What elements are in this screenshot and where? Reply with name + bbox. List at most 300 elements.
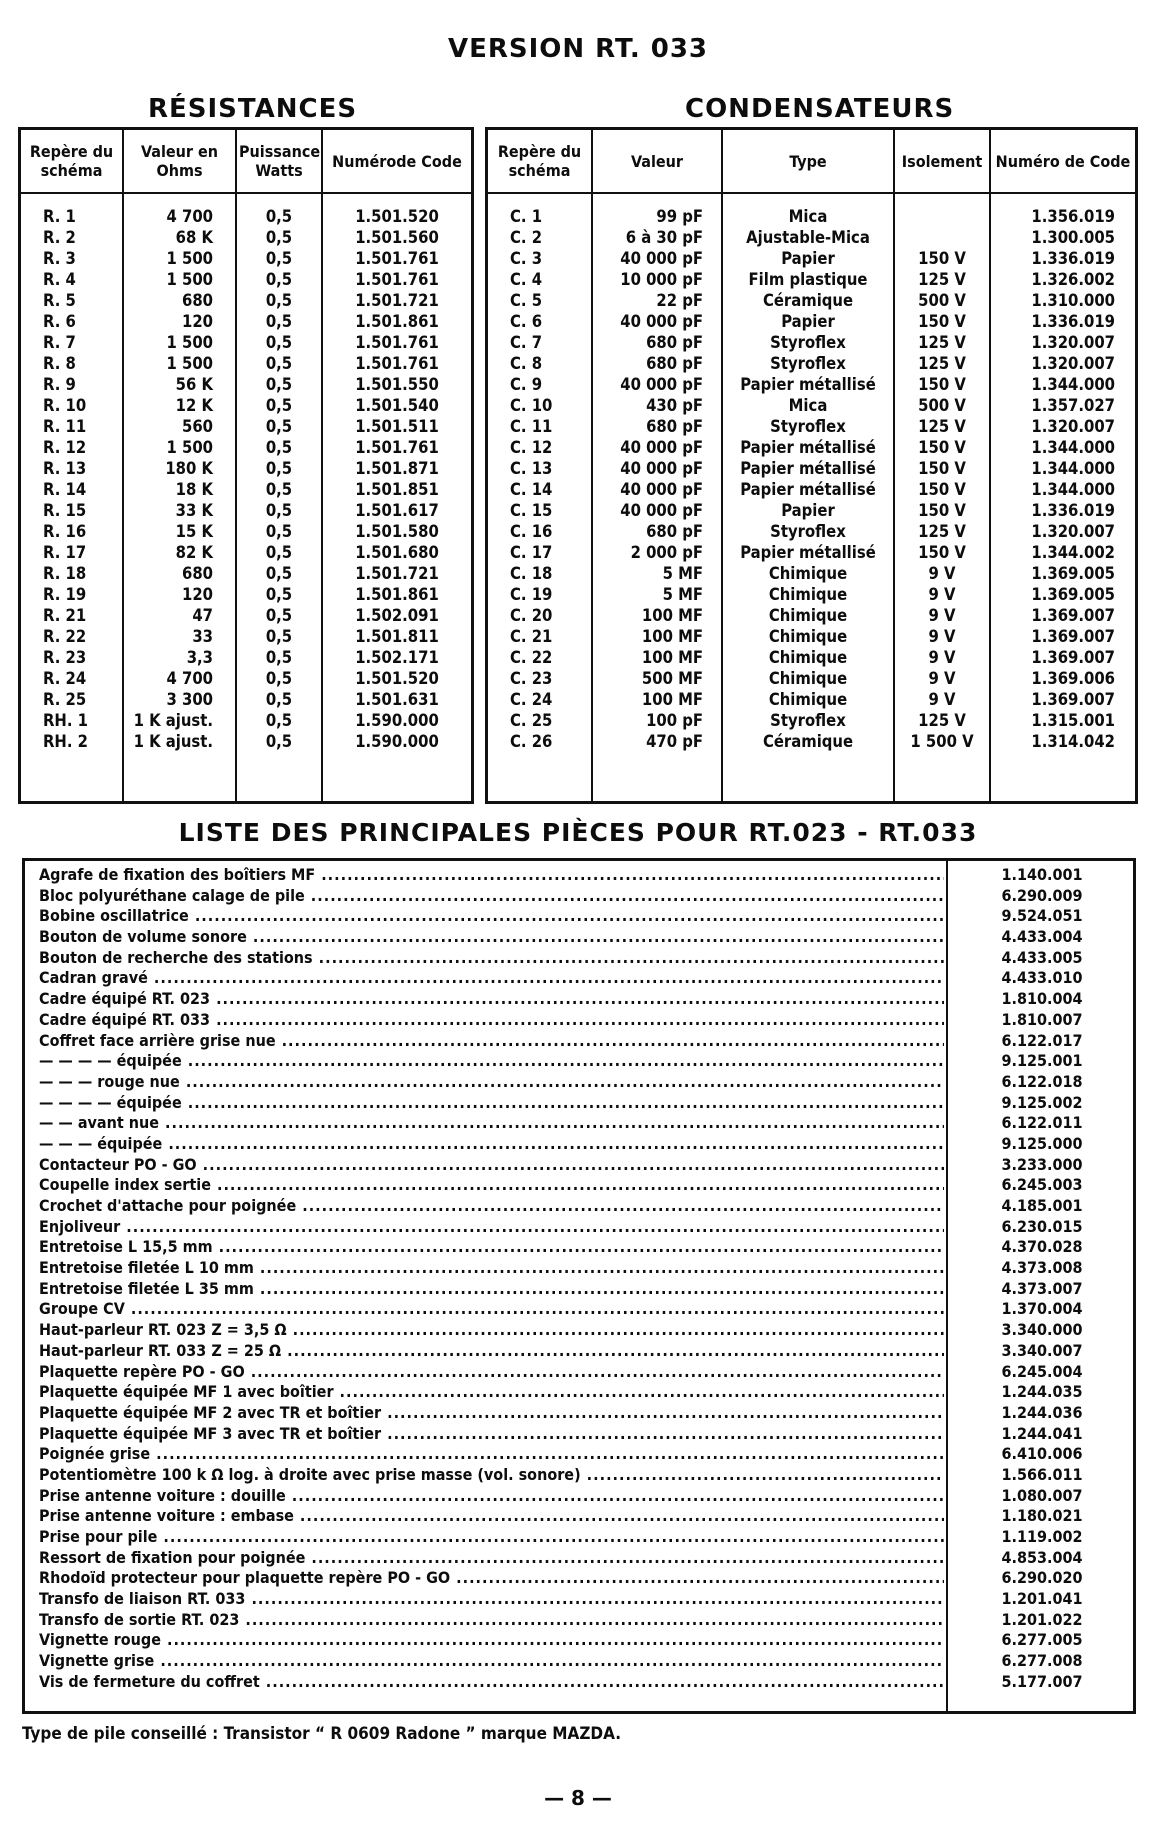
- table-row: [21, 290, 471, 311]
- table-cell: C. 16: [488, 521, 592, 542]
- list-item: [29, 1299, 1133, 1320]
- page-title: VERSION RT. 033: [447, 34, 709, 64]
- part-description: Prise antenne voiture : douille .....: [39, 1486, 944, 1507]
- part-description: Bobine oscillatrice .....: [39, 906, 944, 927]
- col-header-repere: Repère du schéma: [21, 130, 123, 193]
- part-description: Enjoliveur .....: [39, 1217, 944, 1238]
- table-cell: 0,5: [236, 437, 322, 458]
- part-code: 6.290.009: [1001, 885, 1083, 905]
- part-description: Ressort de fixation pour poignée .....: [39, 1548, 944, 1569]
- table-cell: 0,5: [236, 605, 322, 626]
- list-item: [29, 1072, 1133, 1093]
- part-code: 6.277.005: [1001, 1630, 1083, 1650]
- col-header-valeur: Valeur en Ohms: [123, 130, 236, 193]
- part-description: Plaquette équipée MF 1 avec boîtier .....: [39, 1382, 944, 1403]
- table-cell: C. 18: [488, 563, 592, 584]
- table-cell: Chimique: [722, 605, 894, 626]
- table-cell: 22 pF: [592, 290, 722, 311]
- table-row: [21, 668, 471, 689]
- table-cell: 0,5: [236, 290, 322, 311]
- part-description: Contacteur PO - GO .....: [39, 1155, 944, 1176]
- part-code: 4.853.004: [1001, 1547, 1083, 1567]
- part-code: 1.370.004: [1001, 1299, 1083, 1319]
- table-cell: 9 V: [894, 668, 990, 689]
- part-code: 3.340.000: [1001, 1320, 1083, 1340]
- list-item: [29, 1424, 1133, 1445]
- parts-list: [22, 858, 1136, 1714]
- table-cell: 40 000 pF: [592, 458, 722, 479]
- table-cell: Papier: [722, 248, 894, 269]
- table-cell: C. 20: [488, 605, 592, 626]
- table-cell: 1.501.520: [355, 207, 439, 226]
- table-cell: Film plastique: [722, 269, 894, 290]
- part-description: Crochet d'attache pour poignée .....: [39, 1196, 944, 1217]
- table-cell: 1.344.000: [1031, 438, 1115, 457]
- table-cell: 18 K: [123, 479, 236, 500]
- table-row: [488, 437, 1135, 458]
- part-description: Groupe CV .....: [39, 1299, 944, 1320]
- table-row: [488, 647, 1135, 668]
- table-cell: 0,5: [236, 584, 322, 605]
- table-cell: 1.501.861: [355, 585, 439, 604]
- table-cell: Styroflex: [722, 332, 894, 353]
- table-cell: Mica: [722, 395, 894, 416]
- table-cell: 100 MF: [592, 626, 722, 647]
- list-item: [29, 1217, 1133, 1238]
- table-cell: Papier métallisé: [722, 479, 894, 500]
- table-cell: Papier métallisé: [722, 374, 894, 395]
- table-cell: Styroflex: [722, 416, 894, 437]
- table-row: [488, 311, 1135, 332]
- list-item: [29, 1010, 1133, 1031]
- table-cell: 0,5: [236, 731, 322, 752]
- part-code: 9.524.051: [1001, 906, 1083, 926]
- capacitors-heading: CONDENSATEURS: [685, 94, 955, 124]
- table-cell: 0,5: [236, 668, 322, 689]
- table-cell: 0,5: [236, 353, 322, 374]
- table-cell: 1.501.861: [355, 312, 439, 331]
- table-cell: Papier métallisé: [722, 458, 894, 479]
- table-cell: C. 26: [488, 731, 592, 752]
- table-cell: 1.336.019: [1031, 249, 1115, 268]
- table-cell: 1.336.019: [1031, 501, 1115, 520]
- table-cell: 12 K: [123, 395, 236, 416]
- part-code: 6.245.004: [1001, 1361, 1083, 1381]
- table-cell: 125 V: [894, 710, 990, 731]
- table-cell: 9 V: [894, 584, 990, 605]
- list-item: [29, 1093, 1133, 1114]
- table-row: [21, 689, 471, 710]
- table-cell: 1 500: [123, 332, 236, 353]
- table-cell: 40 000 pF: [592, 248, 722, 269]
- table-cell: R. 25: [21, 689, 123, 710]
- table-cell: R. 8: [21, 353, 123, 374]
- part-description: Transfo de sortie RT. 023 .....: [39, 1610, 944, 1631]
- table-cell: [894, 227, 990, 248]
- table-cell: 150 V: [894, 311, 990, 332]
- part-description: Poignée grise .....: [39, 1444, 944, 1465]
- table-cell: 1.502.171: [355, 648, 439, 667]
- table-cell: 68 K: [123, 227, 236, 248]
- table-cell: 150 V: [894, 374, 990, 395]
- table-row: [21, 269, 471, 290]
- table-cell: Chimique: [722, 626, 894, 647]
- col-header-puissance: Puissance Watts: [236, 130, 322, 193]
- table-cell: 125 V: [894, 353, 990, 374]
- list-item: [29, 1672, 1133, 1693]
- table-cell: C. 7: [488, 332, 592, 353]
- list-item: [29, 1031, 1133, 1052]
- table-cell: 1.501.520: [355, 669, 439, 688]
- table-cell: 1.501.540: [355, 396, 439, 415]
- table-row: [21, 206, 471, 227]
- table-row: [21, 584, 471, 605]
- list-item: [29, 968, 1133, 989]
- list-item: [29, 1465, 1133, 1486]
- table-cell: 680 pF: [592, 353, 722, 374]
- table-cell: 33: [123, 626, 236, 647]
- table-cell: 1.590.000: [355, 732, 439, 751]
- table-cell: R. 17: [21, 542, 123, 563]
- table-cell: Chimique: [722, 668, 894, 689]
- table-row: [21, 395, 471, 416]
- table-cell: R. 2: [21, 227, 123, 248]
- table-cell: 1.314.042: [1031, 732, 1115, 751]
- part-code: 1.201.041: [1001, 1589, 1083, 1609]
- table-cell: 1.501.631: [355, 690, 439, 709]
- table-row: [21, 374, 471, 395]
- table-cell: 1.326.002: [1031, 270, 1115, 289]
- table-row: [488, 416, 1135, 437]
- part-code: 4.373.008: [1001, 1258, 1083, 1278]
- table-row: [488, 500, 1135, 521]
- table-cell: C. 21: [488, 626, 592, 647]
- list-item: [29, 1175, 1133, 1196]
- table-cell: C. 17: [488, 542, 592, 563]
- table-cell: Chimique: [722, 647, 894, 668]
- part-description: — — — — équipée .....: [39, 1051, 944, 1072]
- part-code: 1.140.001: [1001, 865, 1083, 884]
- table-cell: R. 13: [21, 458, 123, 479]
- list-item: [29, 1051, 1133, 1072]
- capacitors-table: [485, 127, 1138, 804]
- table-cell: 0,5: [236, 479, 322, 500]
- part-description: Vignette grise .....: [39, 1651, 944, 1672]
- table-cell: Styroflex: [722, 521, 894, 542]
- table-cell: 1.369.005: [1031, 585, 1115, 604]
- table-row: [488, 353, 1135, 374]
- table-cell: Styroflex: [722, 353, 894, 374]
- table-cell: 3 300: [123, 689, 236, 710]
- table-cell: 120: [123, 584, 236, 605]
- part-description: Haut-parleur RT. 033 Z = 25 Ω .....: [39, 1341, 944, 1362]
- part-code: 1.244.035: [1001, 1382, 1083, 1402]
- table-cell: C. 3: [488, 248, 592, 269]
- table-cell: 1 500: [123, 437, 236, 458]
- list-item: [29, 1134, 1133, 1155]
- table-cell: 40 000 pF: [592, 311, 722, 332]
- table-cell: Céramique: [722, 290, 894, 311]
- table-cell: 150 V: [894, 542, 990, 563]
- list-item: [29, 1486, 1133, 1507]
- table-row: [488, 227, 1135, 248]
- part-description: Bouton de recherche des stations .....: [39, 948, 944, 969]
- table-cell: 40 000 pF: [592, 437, 722, 458]
- table-cell: 680 pF: [592, 332, 722, 353]
- table-cell: 1.501.721: [355, 564, 439, 583]
- table-cell: R. 21: [21, 605, 123, 626]
- table-cell: 47: [123, 605, 236, 626]
- table-row: [488, 479, 1135, 500]
- part-code: 1.180.021: [1001, 1506, 1083, 1526]
- part-code: 1.244.036: [1001, 1402, 1083, 1422]
- table-cell: 125 V: [894, 521, 990, 542]
- part-code: 9.125.000: [1001, 1133, 1083, 1153]
- table-cell: 125 V: [894, 416, 990, 437]
- table-row: [488, 668, 1135, 689]
- part-description: Potentiomètre 100 k Ω log. à droite avec prise masse (vol. sonore) .....: [39, 1465, 944, 1486]
- table-cell: 0,5: [236, 395, 322, 416]
- part-code: 1.810.007: [1001, 1009, 1083, 1029]
- part-description: Cadre équipé RT. 033 .....: [39, 1010, 944, 1031]
- table-cell: 0,5: [236, 710, 322, 731]
- part-code: 5.177.007: [1001, 1671, 1083, 1691]
- table-cell: 1.501.761: [355, 354, 439, 373]
- list-item: [29, 927, 1133, 948]
- table-cell: 4 700: [123, 668, 236, 689]
- part-description: Vis de fermeture du coffret .....: [39, 1672, 944, 1693]
- table-row: [488, 710, 1135, 731]
- part-code: 4.433.004: [1001, 927, 1083, 947]
- table-row: [21, 605, 471, 626]
- table-cell: 1.501.761: [355, 438, 439, 457]
- part-code: 4.370.028: [1001, 1237, 1083, 1257]
- page-number: — 8 —: [544, 1786, 612, 1810]
- table-cell: 9 V: [894, 689, 990, 710]
- table-cell: 1.320.007: [1031, 417, 1115, 436]
- list-item: [29, 906, 1133, 927]
- table-cell: 1.501.721: [355, 291, 439, 310]
- table-cell: 1.344.000: [1031, 375, 1115, 394]
- table-cell: 1.501.580: [355, 522, 439, 541]
- table-cell: R. 22: [21, 626, 123, 647]
- table-row: [488, 605, 1135, 626]
- table-cell: 1.501.811: [355, 627, 439, 646]
- battery-note: Type de pile conseillé : Transistor “ R 0609 Radone ” marque MAZDA.: [22, 1724, 622, 1744]
- table-cell: R. 4: [21, 269, 123, 290]
- part-code: 9.125.001: [1001, 1051, 1083, 1071]
- table-cell: C. 23: [488, 668, 592, 689]
- table-cell: RH. 1: [21, 710, 123, 731]
- table-cell: 33 K: [123, 500, 236, 521]
- table-row: [21, 563, 471, 584]
- part-description: Entretoise filetée L 10 mm .....: [39, 1258, 944, 1279]
- part-code: 6.122.018: [1001, 1071, 1083, 1091]
- table-row: [21, 500, 471, 521]
- table-cell: 680 pF: [592, 416, 722, 437]
- part-description: Transfo de liaison RT. 033 .....: [39, 1589, 944, 1610]
- table-cell: 0,5: [236, 227, 322, 248]
- table-row: [21, 332, 471, 353]
- table-cell: 0,5: [236, 248, 322, 269]
- table-cell: R. 10: [21, 395, 123, 416]
- table-cell: 680 pF: [592, 521, 722, 542]
- table-cell: 9 V: [894, 626, 990, 647]
- table-cell: Chimique: [722, 689, 894, 710]
- table-cell: 1.320.007: [1031, 354, 1115, 373]
- table-row: [21, 353, 471, 374]
- table-cell: 150 V: [894, 437, 990, 458]
- table-cell: 1 500: [123, 248, 236, 269]
- table-cell: 0,5: [236, 689, 322, 710]
- table-cell: R. 23: [21, 647, 123, 668]
- table-cell: Papier métallisé: [722, 437, 894, 458]
- table-cell: R. 3: [21, 248, 123, 269]
- part-description: Vignette rouge .....: [39, 1630, 944, 1651]
- list-item: [29, 1155, 1133, 1176]
- table-row: [488, 374, 1135, 395]
- table-row: [21, 479, 471, 500]
- table-cell: C. 13: [488, 458, 592, 479]
- part-description: Bloc polyuréthane calage de pile .....: [39, 886, 944, 907]
- table-cell: 150 V: [894, 458, 990, 479]
- table-cell: 40 000 pF: [592, 500, 722, 521]
- table-cell: R. 15: [21, 500, 123, 521]
- table-cell: 1.320.007: [1031, 333, 1115, 352]
- table-cell: 9 V: [894, 647, 990, 668]
- table-cell: 100 MF: [592, 605, 722, 626]
- table-cell: 15 K: [123, 521, 236, 542]
- part-description: Bouton de volume sonore .....: [39, 927, 944, 948]
- list-item: [29, 1382, 1133, 1403]
- table-cell: 1 K ajust.: [123, 710, 236, 731]
- col-header-code: Numérode Code: [322, 130, 471, 193]
- part-description: Prise antenne voiture : embase .....: [39, 1506, 944, 1527]
- table-cell: 0,5: [236, 206, 322, 227]
- part-code: 1.080.007: [1001, 1485, 1083, 1505]
- table-cell: C. 14: [488, 479, 592, 500]
- table-cell: 500 V: [894, 395, 990, 416]
- table-cell: C. 19: [488, 584, 592, 605]
- table-cell: 56 K: [123, 374, 236, 395]
- table-cell: 125 V: [894, 269, 990, 290]
- part-description: Entretoise filetée L 35 mm .....: [39, 1279, 944, 1300]
- table-row: [21, 416, 471, 437]
- list-item: [29, 1589, 1133, 1610]
- table-cell: 100 pF: [592, 710, 722, 731]
- table-cell: C. 2: [488, 227, 592, 248]
- part-code: 1.566.011: [1001, 1464, 1083, 1484]
- part-description: Prise pour pile .....: [39, 1527, 944, 1548]
- list-item: [29, 1237, 1133, 1258]
- table-cell: 40 000 pF: [592, 374, 722, 395]
- table-cell: 1.344.002: [1031, 543, 1115, 562]
- table-cell: 1.369.006: [1031, 669, 1115, 688]
- table-cell: 1.356.019: [1031, 207, 1115, 226]
- col-header-repere: Repère du schéma: [488, 130, 592, 193]
- col-header-valeur: Valeur: [592, 130, 722, 193]
- table-row: [21, 521, 471, 542]
- table-cell: 180 K: [123, 458, 236, 479]
- table-cell: 470 pF: [592, 731, 722, 752]
- list-item: [29, 1610, 1133, 1631]
- table-row: [488, 563, 1135, 584]
- table-cell: 99 pF: [592, 206, 722, 227]
- table-row: [21, 311, 471, 332]
- table-cell: C. 8: [488, 353, 592, 374]
- table-cell: 40 000 pF: [592, 479, 722, 500]
- part-description: Plaquette équipée MF 3 avec TR et boîtier .....: [39, 1424, 944, 1445]
- table-cell: 500 MF: [592, 668, 722, 689]
- table-cell: Styroflex: [722, 710, 894, 731]
- table-cell: 82 K: [123, 542, 236, 563]
- table-cell: R. 6: [21, 311, 123, 332]
- table-cell: C. 11: [488, 416, 592, 437]
- table-cell: 0,5: [236, 563, 322, 584]
- part-code: 6.290.020: [1001, 1568, 1083, 1588]
- table-row: [21, 626, 471, 647]
- table-cell: 1.320.007: [1031, 522, 1115, 541]
- table-cell: 150 V: [894, 500, 990, 521]
- part-description: Cadre équipé RT. 023 .....: [39, 989, 944, 1010]
- table-cell: 1.344.000: [1031, 459, 1115, 478]
- table-row: [21, 710, 471, 731]
- table-cell: 6 à 30 pF: [592, 227, 722, 248]
- table-cell: C. 5: [488, 290, 592, 311]
- table-cell: 0,5: [236, 311, 322, 332]
- part-code: 4.373.007: [1001, 1278, 1083, 1298]
- table-row: [488, 584, 1135, 605]
- table-cell: 1.310.000: [1031, 291, 1115, 310]
- table-cell: R. 11: [21, 416, 123, 437]
- table-cell: C. 10: [488, 395, 592, 416]
- table-cell: C. 24: [488, 689, 592, 710]
- table-row: [21, 647, 471, 668]
- table-cell: R. 16: [21, 521, 123, 542]
- part-description: — — — — équipée .....: [39, 1093, 944, 1114]
- list-item: [29, 948, 1133, 969]
- part-code: 1.119.002: [1001, 1527, 1083, 1546]
- table-cell: 1.315.001: [1031, 711, 1115, 730]
- table-cell: 150 V: [894, 248, 990, 269]
- table-cell: R. 14: [21, 479, 123, 500]
- table-cell: RH. 2: [21, 731, 123, 752]
- table-cell: Papier métallisé: [722, 542, 894, 563]
- table-cell: 1.344.000: [1031, 480, 1115, 499]
- table-cell: 100 MF: [592, 689, 722, 710]
- list-item: [29, 1258, 1133, 1279]
- list-item: [29, 1196, 1133, 1217]
- table-cell: C. 4: [488, 269, 592, 290]
- part-description: — — — équipée .....: [39, 1134, 944, 1155]
- table-row: [21, 227, 471, 248]
- list-item: [29, 1279, 1133, 1300]
- table-cell: Ajustable-Mica: [722, 227, 894, 248]
- table-cell: 1.369.007: [1031, 690, 1115, 709]
- table-cell: 0,5: [236, 416, 322, 437]
- table-row: [488, 521, 1135, 542]
- table-row: [21, 458, 471, 479]
- col-header-code: Numéro de Code: [990, 130, 1135, 193]
- table-cell: Chimique: [722, 563, 894, 584]
- table-cell: R. 19: [21, 584, 123, 605]
- list-item: [29, 1320, 1133, 1341]
- part-description: Haut-parleur RT. 023 Z = 3,5 Ω .....: [39, 1320, 944, 1341]
- part-description: Entretoise L 15,5 mm .....: [39, 1237, 944, 1258]
- table-cell: 1.501.560: [355, 228, 439, 247]
- part-code: 6.245.003: [1001, 1175, 1083, 1195]
- table-cell: 1.369.007: [1031, 648, 1115, 667]
